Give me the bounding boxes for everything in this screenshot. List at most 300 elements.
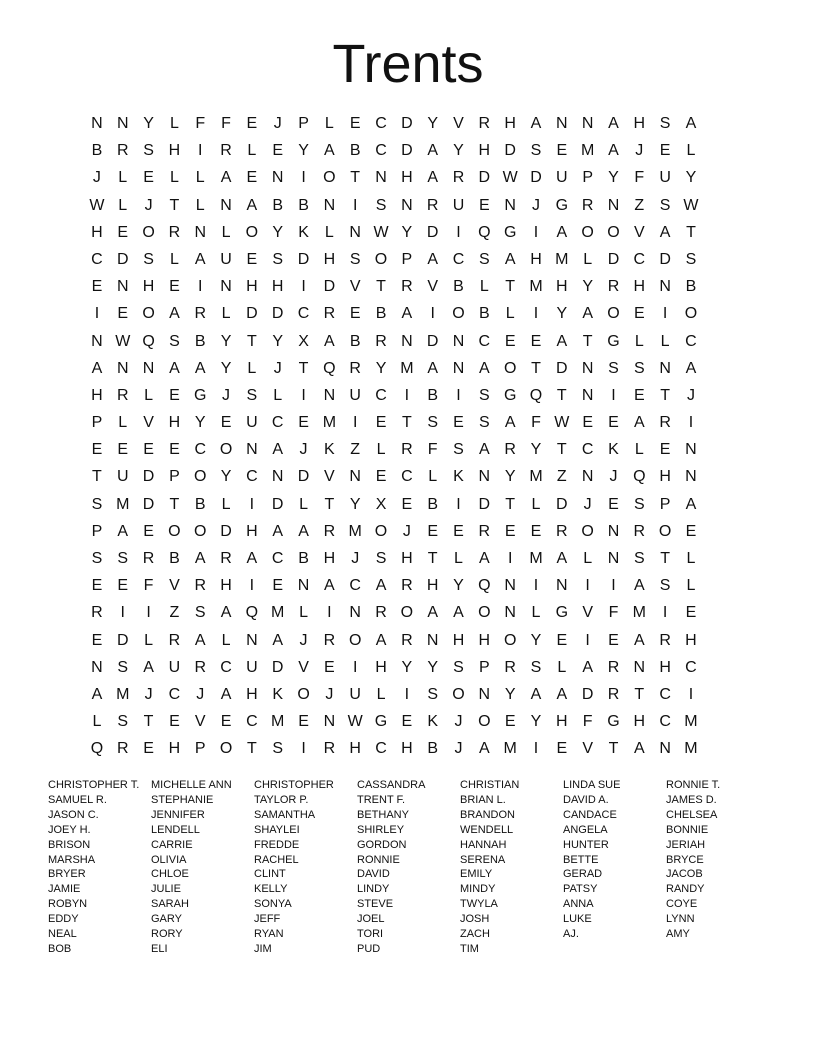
grid-letter: E bbox=[143, 522, 154, 540]
grid-letter: N bbox=[91, 115, 103, 132]
grid-letter: I bbox=[249, 495, 255, 513]
grid-letter: N bbox=[659, 740, 671, 758]
grid-letter: N bbox=[685, 468, 697, 486]
word-list-item: AMY bbox=[666, 928, 690, 941]
grid-letter: A bbox=[685, 115, 697, 132]
grid-letter: G bbox=[607, 713, 620, 731]
word-list-item: FREDDE bbox=[254, 838, 300, 851]
grid-letter: L bbox=[92, 713, 102, 731]
grid-letter: R bbox=[323, 631, 336, 649]
grid-letter: L bbox=[169, 115, 179, 132]
grid-letter: A bbox=[169, 359, 180, 377]
grid-letter: A bbox=[608, 115, 619, 132]
grid-letter: D bbox=[297, 250, 310, 268]
grid-letter: L bbox=[299, 495, 308, 513]
word-list-item: OLIVIA bbox=[151, 853, 187, 866]
grid-letter: O bbox=[684, 305, 698, 323]
grid-letter: L bbox=[583, 250, 593, 268]
word-list-item: RONNIE bbox=[357, 853, 400, 866]
word-list-item: STEVE bbox=[357, 898, 394, 911]
grid-letter: S bbox=[349, 250, 361, 268]
grid-letter: N bbox=[116, 278, 129, 296]
grid-letter: R bbox=[426, 196, 439, 214]
grid-letter: L bbox=[454, 550, 463, 567]
grid-letter: C bbox=[375, 740, 387, 758]
grid-letter: O bbox=[607, 305, 620, 323]
grid-row bbox=[84, 382, 704, 409]
grid-letter: N bbox=[581, 359, 594, 377]
grid-letter: S bbox=[479, 250, 490, 268]
word-list-item: HUNTER bbox=[563, 838, 609, 851]
grid-letter: M bbox=[348, 522, 362, 540]
grid-letter: S bbox=[375, 196, 387, 214]
grid-letter: J bbox=[196, 685, 205, 703]
grid-letter: I bbox=[533, 577, 539, 595]
grid-row bbox=[84, 409, 704, 436]
word-list-item: RONNIE T. bbox=[666, 779, 721, 791]
grid-letter: A bbox=[530, 115, 542, 132]
grid-letter: J bbox=[351, 550, 360, 567]
grid-letter: A bbox=[91, 685, 103, 703]
grid-letter: A bbox=[246, 196, 258, 214]
grid-letter: R bbox=[375, 332, 387, 350]
grid-letter: E bbox=[246, 169, 258, 187]
grid-letter: Y bbox=[401, 223, 413, 241]
grid-letter: I bbox=[352, 414, 358, 432]
grid-letter: L bbox=[686, 142, 696, 160]
grid-letter: N bbox=[323, 386, 336, 404]
grid-letter: L bbox=[118, 169, 128, 187]
page-title: Trents bbox=[332, 34, 484, 94]
grid-letter: V bbox=[427, 278, 439, 296]
grid-letter: B bbox=[427, 495, 439, 513]
word-list-item: CASSANDRA bbox=[357, 779, 426, 791]
grid-letter: O bbox=[478, 713, 491, 731]
grid-letter: T bbox=[92, 468, 102, 486]
grid-letter: A bbox=[427, 250, 439, 268]
grid-letter: L bbox=[247, 142, 257, 160]
grid-letter: S bbox=[530, 142, 542, 160]
grid-letter: K bbox=[298, 223, 309, 241]
grid-row bbox=[84, 681, 704, 708]
grid-letter: J bbox=[144, 196, 153, 214]
grid-letter: J bbox=[402, 522, 411, 540]
word-list-item: RANDY bbox=[666, 883, 705, 896]
grid-letter: T bbox=[660, 550, 671, 567]
grid-letter: O bbox=[245, 223, 259, 241]
grid-letter: K bbox=[272, 685, 284, 703]
grid-letter: S bbox=[633, 359, 645, 377]
grid-letter: T bbox=[505, 495, 516, 513]
grid-letter: Q bbox=[90, 740, 104, 758]
word-list-item: JOEL bbox=[357, 913, 385, 926]
grid-letter: O bbox=[478, 604, 491, 622]
grid-letter: A bbox=[479, 441, 490, 459]
grid-letter: F bbox=[634, 169, 645, 187]
grid-letter: Q bbox=[478, 223, 491, 241]
word-list-item: SHIRLEY bbox=[357, 823, 405, 836]
grid-letter: E bbox=[659, 142, 671, 160]
grid-letter: L bbox=[118, 196, 128, 214]
grid-letter: C bbox=[633, 250, 646, 268]
grid-letter: R bbox=[478, 522, 491, 540]
word-list-item: SONYA bbox=[254, 898, 292, 911]
grid-letter: T bbox=[634, 685, 645, 703]
grid-letter: E bbox=[143, 740, 154, 758]
grid-letter: U bbox=[349, 685, 361, 703]
grid-letter: A bbox=[556, 550, 568, 567]
grid-letter: R bbox=[194, 658, 206, 676]
grid-letter: V bbox=[194, 713, 206, 731]
grid-letter: F bbox=[221, 115, 231, 132]
grid-letter: L bbox=[324, 115, 334, 132]
grid-letter: E bbox=[169, 713, 180, 731]
word-list-item: CHELSEA bbox=[666, 808, 718, 821]
grid-letter: P bbox=[169, 468, 180, 486]
grid-letter: B bbox=[91, 142, 103, 160]
grid-letter: J bbox=[299, 631, 308, 649]
grid-letter: S bbox=[194, 604, 206, 622]
grid-letter: H bbox=[659, 658, 671, 676]
grid-letter: E bbox=[504, 332, 516, 350]
grid-letter: G bbox=[503, 386, 517, 404]
grid-letter: R bbox=[220, 550, 232, 567]
word-list-column bbox=[151, 778, 254, 957]
grid-letter: N bbox=[220, 196, 232, 214]
grid-letter: K bbox=[453, 468, 464, 486]
grid-letter: C bbox=[375, 386, 387, 404]
grid-letter: J bbox=[583, 495, 592, 513]
grid-letter: D bbox=[659, 250, 671, 268]
word-list-item: ANNA bbox=[563, 898, 594, 911]
grid-letter: Y bbox=[685, 169, 697, 187]
grid-letter: B bbox=[298, 550, 309, 567]
grid-letter: D bbox=[530, 169, 542, 187]
grid-letter: I bbox=[688, 414, 694, 432]
grid-letter: S bbox=[608, 359, 619, 377]
grid-letter: I bbox=[301, 740, 306, 758]
grid-letter: N bbox=[633, 658, 646, 676]
word-list-item: TRENT F. bbox=[357, 793, 406, 806]
grid-letter: U bbox=[116, 468, 129, 486]
word-list-item: JOSH bbox=[460, 913, 490, 926]
grid-letter: V bbox=[633, 223, 645, 241]
word-list-item: EMILY bbox=[460, 868, 493, 881]
grid-letter: F bbox=[608, 604, 619, 622]
grid-letter: H bbox=[142, 278, 155, 296]
grid-letter: I bbox=[301, 169, 306, 187]
grid-letter: S bbox=[91, 550, 103, 567]
grid-letter: I bbox=[301, 278, 306, 296]
grid-letter: S bbox=[117, 658, 129, 676]
grid-letter: I bbox=[249, 577, 255, 595]
grid-letter: N bbox=[581, 115, 594, 132]
grid-letter: E bbox=[608, 631, 619, 649]
grid-letter: E bbox=[608, 414, 619, 432]
grid-letter: E bbox=[556, 631, 568, 649]
grid-letter: D bbox=[116, 250, 129, 268]
grid-letter: O bbox=[168, 522, 181, 540]
grid-letter: T bbox=[143, 713, 154, 731]
grid-letter: S bbox=[453, 441, 464, 459]
grid-letter: E bbox=[169, 386, 180, 404]
grid-letter: D bbox=[246, 305, 258, 323]
word-list-item: GORDON bbox=[357, 838, 407, 851]
word-list-item: MARSHA bbox=[48, 853, 96, 866]
grid-letter: O bbox=[219, 441, 233, 459]
grid-letter: A bbox=[608, 142, 619, 160]
grid-letter: H bbox=[168, 414, 181, 432]
grid-letter: R bbox=[220, 142, 232, 160]
grid-letter: D bbox=[323, 278, 336, 296]
grid-letter: O bbox=[581, 223, 594, 241]
grid-letter: R bbox=[323, 740, 336, 758]
grid-letter: H bbox=[168, 142, 181, 160]
grid-letter: I bbox=[533, 740, 539, 758]
grid-letter: E bbox=[453, 522, 464, 540]
grid-letter: W bbox=[347, 713, 363, 731]
grid-letter: E bbox=[582, 414, 593, 432]
grid-letter: M bbox=[632, 604, 646, 622]
grid-letter: I bbox=[404, 386, 410, 404]
grid-letter: E bbox=[401, 495, 413, 513]
grid-letter: T bbox=[350, 169, 361, 187]
word-list-item: DAVID A. bbox=[563, 793, 609, 806]
grid-letter: L bbox=[169, 250, 179, 268]
grid-letter: S bbox=[659, 577, 671, 595]
grid-letter: O bbox=[348, 631, 362, 649]
grid-letter: I bbox=[662, 305, 668, 323]
grid-row bbox=[84, 654, 704, 681]
grid-letter: L bbox=[660, 332, 670, 350]
grid-letter: H bbox=[323, 250, 336, 268]
grid-letter: H bbox=[271, 278, 284, 296]
grid-letter: E bbox=[117, 577, 129, 595]
grid-letter: N bbox=[452, 332, 465, 350]
grid-letter: C bbox=[220, 658, 232, 676]
word-list-item: JERIAH bbox=[666, 838, 706, 851]
grid-letter: R bbox=[323, 305, 336, 323]
grid-letter: H bbox=[246, 522, 258, 540]
grid-letter: H bbox=[556, 713, 568, 731]
word-list-item: BRYER bbox=[48, 868, 86, 881]
grid-letter: I bbox=[301, 386, 306, 404]
grid-letter: E bbox=[633, 305, 645, 323]
grid-letter: G bbox=[503, 223, 517, 241]
grid-letter: R bbox=[116, 142, 129, 160]
grid-letter: V bbox=[453, 115, 464, 132]
word-list-item: AJ. bbox=[563, 928, 579, 941]
grid-letter: D bbox=[271, 495, 284, 513]
grid-letter: O bbox=[503, 359, 517, 377]
word-list-item: ROBYN bbox=[48, 898, 88, 911]
grid-row bbox=[84, 436, 704, 463]
grid-letter: W bbox=[373, 223, 389, 241]
grid-letter: A bbox=[685, 359, 697, 377]
grid-letter: I bbox=[507, 550, 513, 567]
grid-letter: I bbox=[327, 604, 332, 622]
word-list-item: JACOB bbox=[666, 868, 703, 881]
word-list-item: TIM bbox=[460, 942, 479, 955]
grid-letter: F bbox=[195, 115, 206, 132]
grid-letter: A bbox=[220, 685, 232, 703]
grid-letter: S bbox=[272, 250, 284, 268]
grid-letter: S bbox=[143, 142, 154, 160]
grid-letter: R bbox=[633, 522, 646, 540]
grid-letter: Q bbox=[478, 577, 491, 595]
grid-letter: I bbox=[611, 386, 616, 404]
word-list-item: BETHANY bbox=[357, 808, 409, 821]
word-list-item: MICHELLE ANN bbox=[151, 779, 232, 791]
grid-letter: A bbox=[633, 414, 645, 432]
grid-letter: A bbox=[375, 631, 387, 649]
grid-letter: D bbox=[426, 223, 439, 241]
grid-letter: U bbox=[168, 658, 181, 676]
word-list-item: PATSY bbox=[563, 883, 598, 896]
grid-letter: N bbox=[426, 631, 439, 649]
grid-letter: G bbox=[374, 713, 388, 731]
grid-letter: L bbox=[144, 386, 154, 404]
grid-letter: E bbox=[220, 713, 232, 731]
grid-letter: E bbox=[298, 414, 309, 432]
grid-letter: E bbox=[556, 142, 568, 160]
grid-letter: L bbox=[247, 359, 257, 377]
grid-letter: J bbox=[531, 196, 540, 214]
grid-row bbox=[84, 246, 704, 273]
grid-letter: S bbox=[143, 250, 154, 268]
grid-letter: E bbox=[91, 441, 103, 459]
word-list-item: COYE bbox=[666, 898, 698, 911]
grid-letter: H bbox=[401, 169, 413, 187]
grid-letter: T bbox=[556, 441, 567, 459]
grid-letter: B bbox=[427, 386, 439, 404]
grid-letter: N bbox=[349, 223, 361, 241]
grid-letter: A bbox=[633, 740, 645, 758]
grid-letter: E bbox=[117, 223, 129, 241]
grid-letter: A bbox=[427, 359, 439, 377]
word-list-item: WENDELL bbox=[460, 823, 514, 836]
grid-letter: S bbox=[91, 495, 103, 513]
grid-letter: S bbox=[427, 685, 439, 703]
grid-letter: R bbox=[401, 441, 413, 459]
grid-letter: P bbox=[479, 658, 490, 676]
grid-letter: D bbox=[401, 115, 413, 132]
grid-row bbox=[84, 627, 704, 654]
grid-letter: U bbox=[659, 169, 671, 187]
grid-row bbox=[84, 708, 704, 735]
grid-letter: F bbox=[143, 577, 154, 595]
grid-letter: E bbox=[169, 278, 180, 296]
grid-letter: L bbox=[479, 278, 489, 296]
word-list-column bbox=[254, 778, 357, 957]
grid-letter: A bbox=[401, 305, 413, 323]
grid-letter: L bbox=[144, 631, 154, 649]
grid-letter: L bbox=[299, 604, 308, 622]
grid-letter: B bbox=[272, 196, 284, 214]
grid-letter: E bbox=[349, 115, 361, 132]
grid-letter: A bbox=[556, 332, 568, 350]
grid-letter: M bbox=[503, 740, 517, 758]
grid-letter: L bbox=[376, 685, 386, 703]
grid-letter: N bbox=[375, 169, 387, 187]
grid-letter: I bbox=[430, 305, 435, 323]
grid-letter: L bbox=[505, 305, 515, 323]
grid-letter: R bbox=[478, 115, 491, 132]
grid-letter: A bbox=[169, 305, 180, 323]
grid-letter: C bbox=[401, 468, 413, 486]
grid-letter: E bbox=[169, 441, 180, 459]
grid-letter: H bbox=[426, 577, 439, 595]
grid-letter: C bbox=[659, 713, 671, 731]
grid-letter: N bbox=[246, 631, 258, 649]
grid-letter: M bbox=[529, 550, 543, 567]
grid-letter: H bbox=[375, 658, 387, 676]
word-list-item: CHRISTOPHER T. bbox=[48, 779, 140, 791]
grid-letter: P bbox=[91, 414, 103, 432]
grid-letter: E bbox=[272, 577, 284, 595]
grid-letter: A bbox=[504, 414, 516, 432]
grid-letter: O bbox=[452, 305, 465, 323]
grid-letter: V bbox=[582, 604, 593, 622]
grid-letter: N bbox=[116, 359, 129, 377]
grid-letter: I bbox=[688, 685, 694, 703]
grid-letter: A bbox=[246, 550, 258, 567]
word-list-item: LINDA SUE bbox=[563, 779, 621, 791]
grid-letter: H bbox=[323, 550, 336, 567]
word-list-item: JIM bbox=[254, 942, 272, 955]
grid-letter: I bbox=[404, 685, 410, 703]
grid-letter: N bbox=[401, 332, 413, 350]
grid-letter: L bbox=[118, 414, 128, 432]
grid-letter: B bbox=[349, 142, 361, 160]
grid-row bbox=[84, 192, 704, 219]
grid-letter: N bbox=[504, 577, 516, 595]
grid-letter: M bbox=[116, 495, 130, 513]
grid-letter: K bbox=[427, 713, 439, 731]
grid-letter: H bbox=[530, 250, 542, 268]
grid-letter: N bbox=[297, 577, 310, 595]
word-list-item: CHRISTIAN bbox=[460, 779, 520, 791]
grid-letter: E bbox=[608, 495, 619, 513]
grid-letter: E bbox=[375, 468, 387, 486]
grid-letter: I bbox=[456, 386, 461, 404]
grid-letter: Y bbox=[504, 685, 516, 703]
grid-letter: W bbox=[683, 196, 699, 214]
grid-letter: I bbox=[585, 577, 590, 595]
grid-letter: D bbox=[556, 359, 568, 377]
word-list-column bbox=[563, 778, 666, 957]
grid-letter: Q bbox=[633, 468, 646, 486]
grid-letter: T bbox=[376, 278, 386, 296]
grid-letter: T bbox=[582, 332, 593, 350]
grid-letter: C bbox=[452, 250, 465, 268]
grid-letter: N bbox=[323, 196, 336, 214]
grid-letter: S bbox=[685, 250, 697, 268]
grid-letter: U bbox=[349, 386, 361, 404]
grid-letter: M bbox=[555, 250, 569, 268]
grid-letter: I bbox=[198, 278, 203, 296]
grid-letter: E bbox=[685, 522, 697, 540]
grid-letter: N bbox=[349, 604, 361, 622]
grid-letter: K bbox=[608, 441, 619, 459]
word-list-item: RYAN bbox=[254, 928, 284, 941]
grid-letter: I bbox=[94, 305, 100, 323]
grid-letter: C bbox=[297, 305, 310, 323]
grid-letter: H bbox=[401, 550, 413, 567]
grid-letter: E bbox=[556, 740, 568, 758]
grid-letter: Y bbox=[220, 468, 232, 486]
grid-letter: V bbox=[143, 414, 154, 432]
